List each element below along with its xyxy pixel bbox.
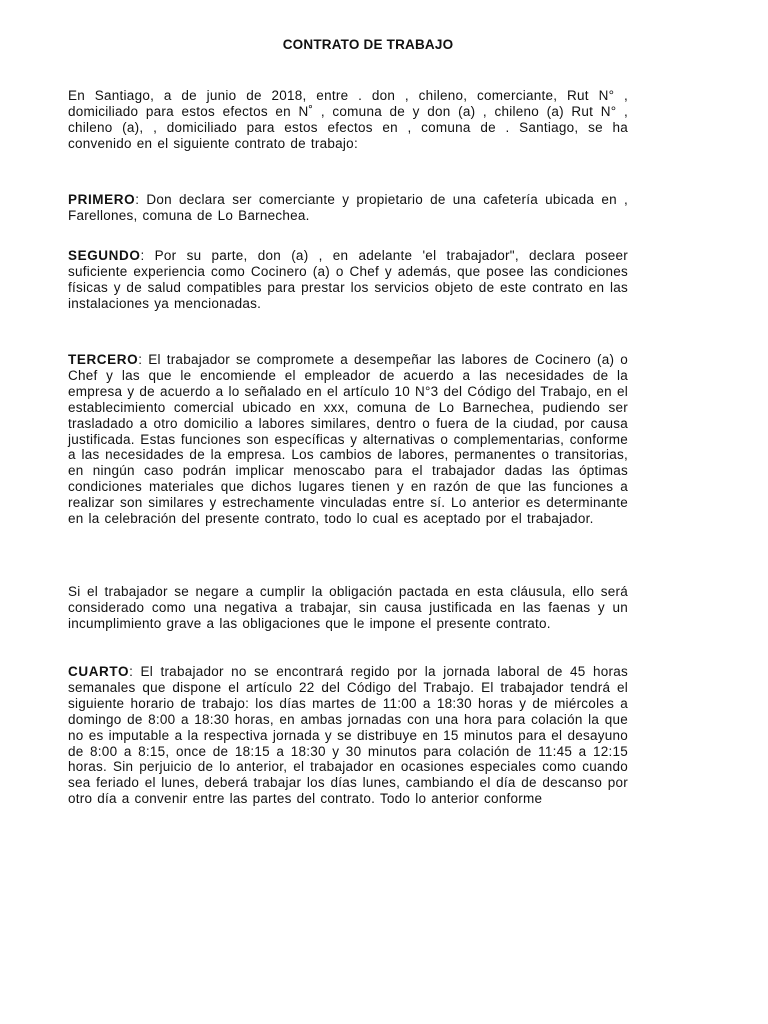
clause-text-primero: : Don declara ser comerciante y propietario de una cafetería ubicada en , Farellones, comuna de Lo Barnechea.	[68, 192, 628, 223]
clause-text-tercero: : El trabajador se compromete a desempeñar las labores de Cocinero (a) o Chef y las que le encomiende el empleador de acuerdo a las necesidades de la empresa y de acuerdo a lo señalado en el artículo 10 N°3 del Código del Trabajo, en el establecimiento comercial ubicado en xxx, comuna de Lo Barnechea, pudiendo ser trasladado a otro domicilio a labores similares, dentro o fuera de la ciudad, por causa justificada. Estas funciones son específicas y alternativas o complementarias, conforme a las necesidades de la empresa. Los cambios de labores, permanentes o transitorias, en ningún caso podrán implicar menoscabo para el trabajador dadas las óptimas condiciones materiales que dichos lugares tienen y en razón de que las funciones a realizar son similares y estrechamente vinculadas entre sí. Lo anterior es determinante en la celebración del presente contrato, todo lo cual es aceptado por el trabajador.	[68, 352, 628, 527]
clause-cuarto	[68, 664, 628, 807]
clause-heading-primero: PRIMERO	[68, 192, 136, 207]
document-title: CONTRATO DE TRABAJO	[282, 37, 454, 52]
clause-heading-cuarto: CUARTO	[68, 664, 130, 679]
clause-tercero	[68, 352, 628, 527]
clause-text-segundo: : Por su parte, don (a) , en adelante 'el trabajador", declara poseer suficiente experiencia como Cocinero (a) o Chef y además, que posee las condiciones físicas y de salud compatibles para prestar los servicios objeto de este contrato en las instalaciones ya mencionadas.	[68, 248, 628, 311]
clause-heading-segundo: SEGUNDO	[68, 248, 141, 263]
clause-primero	[68, 192, 628, 224]
clause-heading-tercero: TERCERO	[68, 352, 139, 367]
clause-text-cuarto: : El trabajador no se encontrará regido por la jornada laboral de 45 horas semanales que dispone el artículo 22 del Código del Trabajo. El trabajador tendrá el siguiente horario de trabajo: los días martes de 11:00 a 18:30 horas y de miércoles a domingo de 8:00 a 18:30 horas, en ambas jornadas con una hora para colación la que no es imputable a la respectiva jornada y se distribuye en 15 minutos para el desayuno de 8:00 a 8:15, once de 18:15 a 18:30 y 30 minutos para colación de 11:45 a 12:15 horas. Sin perjuicio de lo anterior, el trabajador en ocasiones especiales como cuando sea feriado el lunes, deberá trabajar los días lunes, cambiando el día de descanso por otro día a convenir entre las partes del contrato. Todo lo anterior conforme	[68, 664, 628, 807]
clausula-paragraph: Si el trabajador se negare a cumplir la obligación pactada en esta cláusula, ello será considerado como una negativa a trabajar, sin causa justificada en las faenas y un incumplimiento grave a las obligaciones que le impone el presente contrato.	[68, 584, 628, 631]
clause-segundo	[68, 248, 628, 312]
intro-paragraph: En Santiago, a de junio de 2018, entre . don , chileno, comerciante, Rut N° , domiciliado para estos efectos en N˚ , comuna de y don (a) , chileno (a) Rut N° , chileno (a), , domiciliado para estos efectos en , comuna de . Santiago, se ha convenido en el siguiente contrato de trabajo:	[68, 88, 628, 151]
